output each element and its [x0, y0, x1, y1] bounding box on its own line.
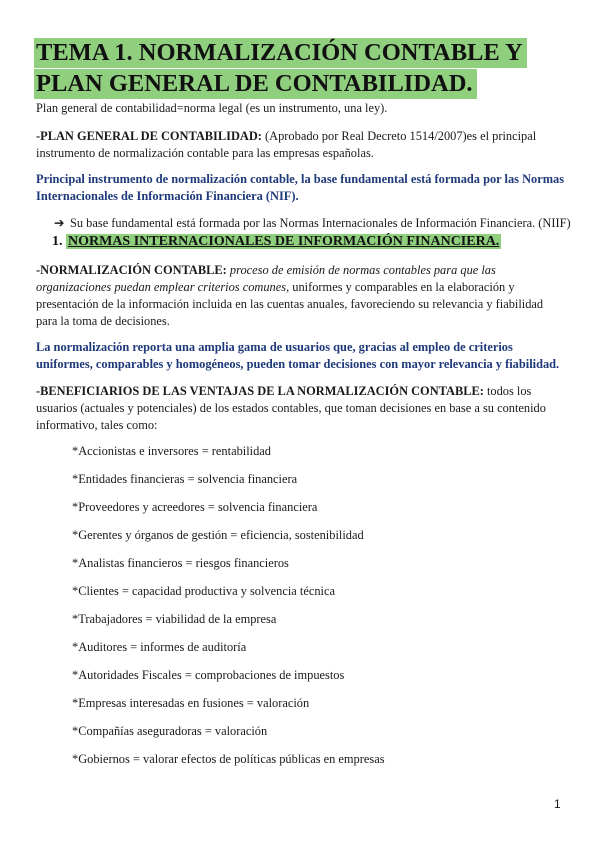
- normalizacion-italic: proceso de emisión de normas contables para que las organizaciones puedan emplear criterios comunes,: [36, 263, 496, 294]
- highlight-normalizacion: La normalización reporta una amplia gama de usuarios que, gracias al empleo de criterios uniformes, comparables y homogéneos, pueden tomar decisiones con mayor relevancia y fiabilidad.: [36, 340, 560, 371]
- pgc-label: -PLAN GENERAL DE CONTABILIDAD:: [36, 129, 262, 143]
- pgc-paragraph: [36, 128, 566, 162]
- arrow-item-text: Su base fundamental está formada por las Normas Internacionales de Información Financiera. (NIIF): [70, 216, 571, 230]
- pgc-text: (Aprobado por Real Decreto 1514/2007)es el principal instrumento de normalización contable para las empresas españolas.: [36, 129, 537, 160]
- title-line-1: TEMA 1. NORMALIZACIÓN CONTABLE Y: [34, 38, 527, 68]
- list-item: *Proveedores y acreedores = solvencia financiera: [72, 500, 318, 514]
- beneficiarios-label: -BENEFICIARIOS DE LAS VENTAJAS DE LA NORMALIZACIÓN CONTABLE:: [36, 384, 484, 398]
- list-item: *Clientes = capacidad productiva y solvencia técnica: [72, 584, 335, 598]
- list-item: *Autoridades Fiscales = comprobaciones de impuestos: [72, 668, 345, 682]
- list-item: *Gobiernos = valorar efectos de políticas públicas en empresas: [72, 752, 385, 766]
- list-item: *Accionistas e inversores = rentabilidad: [72, 444, 271, 458]
- beneficiarios-text: todos los usuarios (actuales y potenciales) de los estados contables, que toman decisiones en base a su contenido informativo, tales como:: [36, 384, 546, 432]
- list-item: *Analistas financieros = riesgos financieros: [72, 556, 289, 570]
- highlight-principal: Principal instrumento de normalización contable, la base fundamental está formada por las Normas Internacionales de Información Financiera (NIF).: [36, 172, 565, 203]
- title-line-2: PLAN GENERAL DE CONTABILIDAD.: [34, 69, 477, 99]
- intro-text: Plan general de contabilidad=norma legal (es un instrumento, una ley).: [36, 101, 388, 115]
- normalizacion-text: uniformes y comparables en la elaboración y presentación de la información incluida en las cuentas anuales, favoreciendo su relevancia y fiabilidad para la toma de decisiones.: [36, 280, 544, 328]
- arrow-list-item: [54, 215, 574, 232]
- list-item: *Auditores = informes de auditoría: [72, 640, 247, 654]
- list-item: *Trabajadores = viabilidad de la empresa: [72, 612, 277, 626]
- list-item: *Compañías aseguradoras = valoración: [72, 724, 268, 738]
- list-item: *Empresas interesadas en fusiones = valoración: [72, 696, 310, 710]
- normalizacion-paragraph: [36, 262, 566, 330]
- beneficiarios-paragraph: [36, 383, 566, 434]
- arrow-icon: ➔: [54, 216, 65, 230]
- section-heading: [52, 233, 501, 251]
- section-number: 1.: [52, 234, 63, 249]
- normalizacion-label: -NORMALIZACIÓN CONTABLE:: [36, 263, 227, 277]
- list-item: *Entidades financieras = solvencia financiera: [72, 472, 298, 486]
- section-title: NORMAS INTERNACIONALES DE INFORMACIÓN FINANCIERA.: [68, 234, 500, 249]
- page-number: 1: [554, 797, 561, 811]
- list-item: *Gerentes y órganos de gestión = eficiencia, sostenibilidad: [72, 528, 364, 542]
